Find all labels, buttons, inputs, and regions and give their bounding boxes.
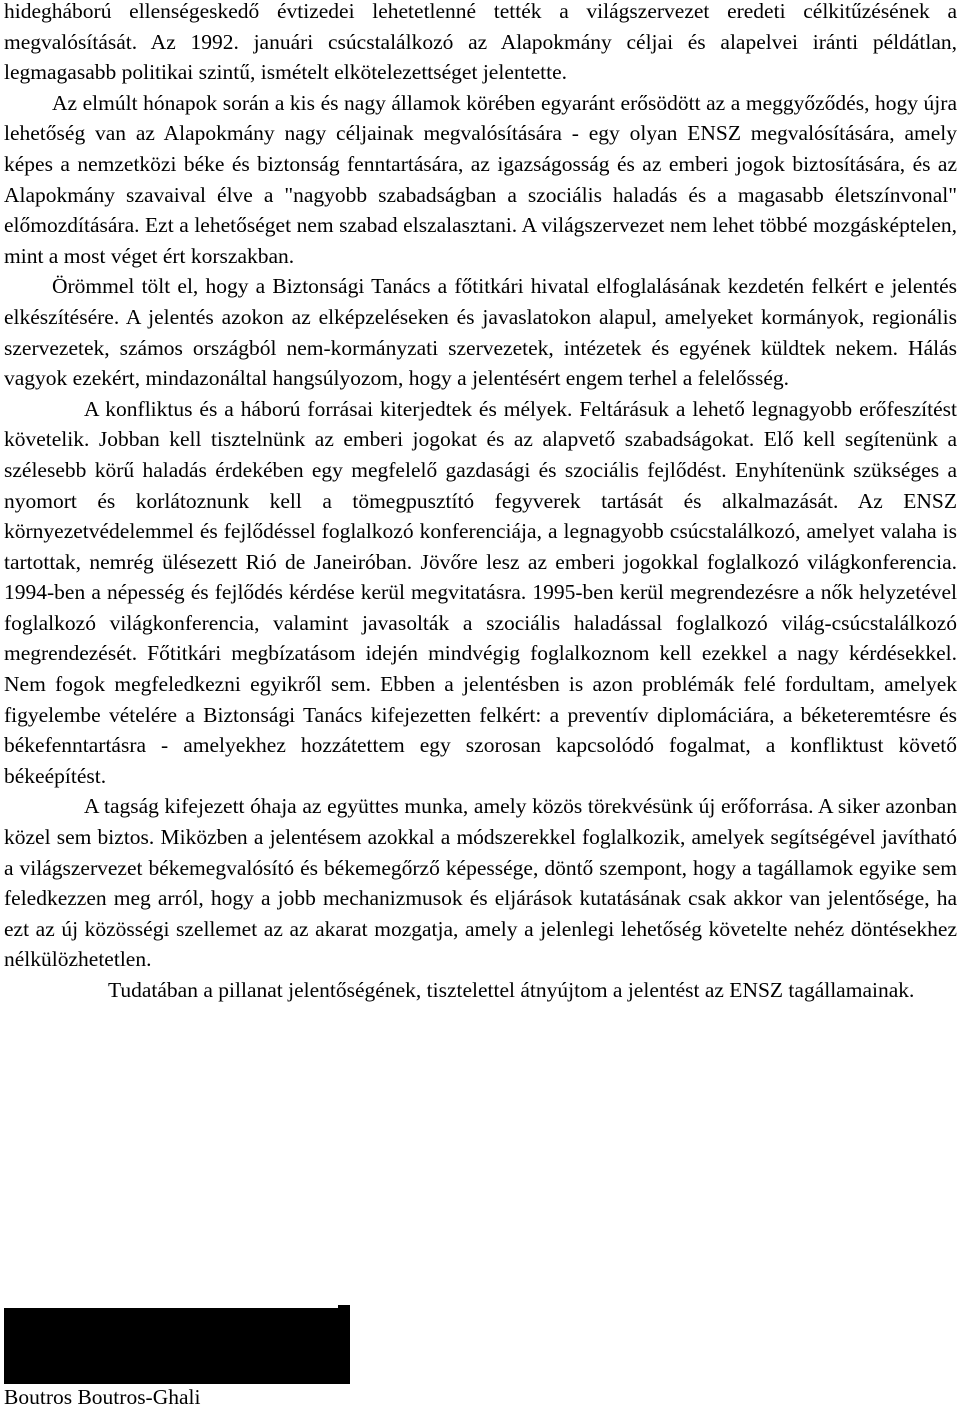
document-body [4, 0, 957, 1006]
paragraph-intro: hidegháború ellenségeskedő évtizedei lehetetlenné tették a világszervezet eredeti célkitűzésének a megvalósítását. Az 1992. januári csúcstalálkozó az Alapokmány céljai és alapelvei iránti példátlan, legmagasabb politikai szintű, ismételt elkötelezettséget jelentette. [4, 0, 957, 85]
paragraph-membership: A tagság kifejezett óhaja az együttes munka, amely közös törekvésünk új erőforrása. A siker azonban közel sem biztos. Miközben a jelentésem azokkal a módszerekkel foglalkozik, amelyek segítségével javítható a világszervezet békemegvalósító és békemegőrző képessége, döntő szempont, hogy a tagállamok egyike sem feledkezzen meg arról, hogy a jobb mechanizmusok és eljárások kutatásának csak akkor van jelentősége, ha ezt az új közösségi szellemet az az akarat mozgatja, amely a jelenlegi lehetőség követelte nehéz döntésekhez nélkülözhetetlen. [4, 794, 957, 972]
paragraph-closing: Tudatában a pillanat jelentőségének, tisztelettel átnyújtom a jelentést az ENSZ tagállamainak. [108, 978, 915, 1002]
paragraph-opportunity: Az elmúlt hónapok során a kis és nagy államok körében egyaránt erősödött az a meggyőződés, hogy újra lehetőség van az Alapokmány nagy céljainak megvalósítására - egy olyan ENSZ megvalósítására, amely képes a nemzetközi béke és biztonság fenntartására, az igazságosság és az emberi jogok biztosítására, és az Alapokmány szavaival élve a "nagyobb szabadságban a szociális haladás és a magasabb életszínvonal" előmozdítására. Ezt a lehetőséget nem szabad elszalasztani. A világszervezet nem lehet többé mozgásképtelen, mint a most véget ért korszakban. [4, 90, 957, 268]
paragraph-sources-of-conflict: A konfliktus és a háború forrásai kiterjedtek és mélyek. Feltárásuk a lehető legnagyobb erőfeszítést követelik. Jobban kell tisztelnünk az emberi jogokat és az alapvető szabadságokat. Elő kell segítenünk a szélesebb körű haladás érdekében egy megfelelő gazdasági és szociális fejlődést. Enyhítenünk szükséges a nyomort és korlátoznunk kell a tömegpusztító fegyverek tartását és alkalmazását. Az ENSZ környezetvédelemmel és fejlődéssel foglalkozó konferenciája, a legnagyobb csúcstalálkozó, amelyet valaha is tartottak, nemrég ülésezett Rió de Janeiróban. Jövőre lesz az emberi jogokkal foglalkozó világkonferencia. 1994-ben a népesség és fejlődés kérdése kerül megvitatásra. 1995-ben kerül megrendezésre a nők helyzetével foglalkozó világkonferencia, valamint javasolták a szociális haladással foglalkozó világ-csúcstalálkozó megrendezését. Főtitkári megbízatásom idején mindvégig foglalkoznom kell ezekkel a nagy kérdésekkel. Nem fogok megfeledkezni egyikről sem. Ebben a jelentésben is azon problémák felé fordultam, amelyek figyelembe vételére a Biztonsági Tanács kifejezetten felkért: a preventív diplomáciára, a béketeremtésre és békefenntartásra - amelyekhez hozzátettem egy szorosan kapcsolódó fogalmat, a konfliktust követő békeépítést. [4, 396, 957, 788]
paragraph-request: Örömmel tölt el, hogy a Biztonsági Tanács a főtitkári hivatal elfoglalásának kezdetén felkért e jelentés elkészítésére. A jelentés azokon az elképzeléseken és javaslatokon alapul, amelyeket kormányok, regionális szervezetek, számos országból nem-kormányzati szervezetek, intézetek és egyének küldtek nekem. Hálás vagyok ezekért, mindazonáltal hangsúlyozom, hogy a jelentésért engem terhel a felelősség. [4, 274, 957, 391]
signature-name: Boutros Boutros-Ghali [4, 1385, 201, 1409]
signature-redaction-block [4, 1308, 350, 1384]
